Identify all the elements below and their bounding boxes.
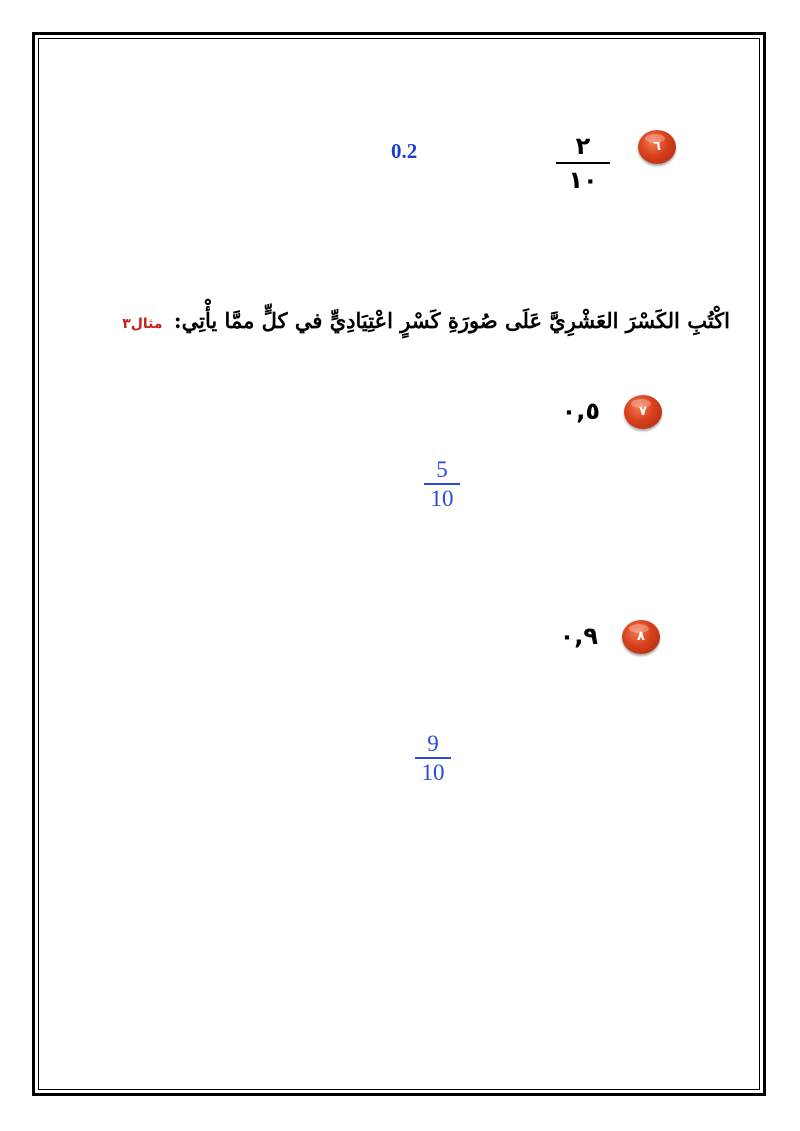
problem-7-decimal: ٠,٥: [561, 397, 600, 425]
instruction-heading: [122, 308, 730, 333]
problem-8-decimal: ٠,٩: [559, 622, 598, 650]
answer-numerator: 9: [427, 731, 439, 756]
page-border-inner: [38, 38, 760, 1090]
badge-label: ٨: [637, 629, 645, 644]
answer-fraction-bar: [424, 483, 460, 485]
answer-denominator: 10: [430, 485, 454, 511]
problem-6-answer: 0.2: [391, 139, 418, 163]
answer-denominator: 10: [421, 759, 445, 785]
problem-8-answer: [415, 732, 451, 785]
problem-number-badge-8: [622, 620, 660, 654]
fraction-bar: [556, 162, 610, 164]
answer-fraction-bar: [415, 757, 451, 759]
fraction-denominator: ١٠: [568, 166, 598, 194]
problem-number-badge-7: [624, 395, 662, 429]
example-reference: مثال٣: [122, 316, 163, 332]
problem-7-answer: [424, 458, 460, 511]
problem-6-fraction: [556, 132, 610, 194]
fraction-numerator: ٢: [575, 132, 591, 160]
problem-number-badge-6: [638, 130, 676, 164]
instruction-text: اكْتُبِ الكَسْرَ العَشْرِيَّ عَلَى صُورَةِ كَسْرٍ اعْتِيَادِيٍّ في كلٍّ ممَّا يأْتِي:: [173, 308, 730, 333]
answer-numerator: 5: [436, 457, 448, 482]
badge-label: ٦: [653, 139, 661, 154]
badge-label: ٧: [639, 404, 647, 419]
